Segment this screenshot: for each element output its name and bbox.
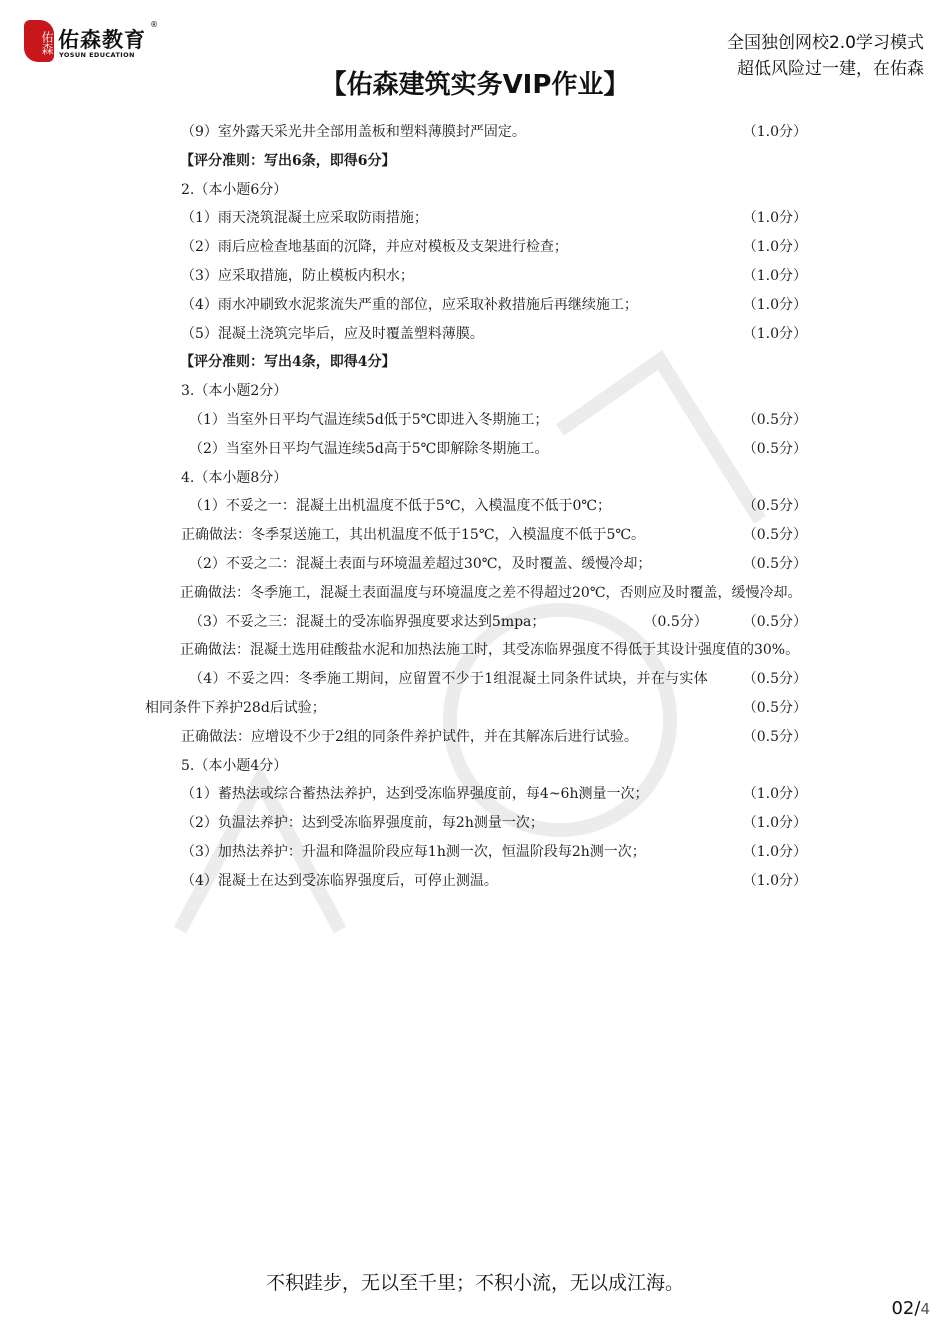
page-current: 02/ xyxy=(891,1298,921,1319)
section-heading: 4.（本小题8分） xyxy=(181,469,288,486)
answer-line: （5）混凝土浇筑完毕后，应及时覆盖塑料薄膜。 （1.0分） xyxy=(181,325,807,342)
section-heading: 3.（本小题2分） xyxy=(181,383,288,400)
answer-line: （9）室外露天采光井全部用盖板和塑料薄膜封严固定。 （1.0分） xyxy=(181,124,807,140)
page-total: 4 xyxy=(920,1300,930,1318)
answer-line: （2）负温法养护：达到受冻临界强度前，每2h测量一次； （1.0分） xyxy=(181,815,807,832)
slogan-line-2: 超低风险过一建，在佑森 xyxy=(737,59,924,79)
brand-logo xyxy=(24,18,164,66)
page-title: 【佑森建筑实务VIP作业】 xyxy=(320,70,630,100)
answer-paragraph: （4）不妥之四：冬季施工期间，应留置不少于1组混凝土同条件试块，并在与实体相同条件下养护28d后试验； （0.5分） xyxy=(145,671,807,716)
answer-line: （2）不妥之二：混凝土表面与环境温差超过30℃，及时覆盖、缓慢冷却； （0.5分） xyxy=(189,555,807,572)
registered-mark: ® xyxy=(150,20,158,29)
answer-line: （1）雨天浇筑混凝土应采取防雨措施； （1.0分） xyxy=(181,210,807,227)
scoring-rule: 【评分准则：写出6条，即得6分】 xyxy=(180,152,396,169)
page-number xyxy=(891,1298,930,1319)
answer-line: （1）不妥之一：混凝土出机温度不低于5℃，入模温度不低于0℃； （0.5分） xyxy=(189,498,807,515)
answer-line: （3）应采取措施，防止模板内积水； （1.0分） xyxy=(181,267,807,284)
answer-line: （4）混凝土在达到受冻临界强度后，可停止测温。 （1.0分） xyxy=(181,872,807,889)
section-heading: 2.（本小题6分） xyxy=(181,181,288,198)
answer-line: （2）雨后应检查地基面的沉降，并应对模板及支架进行检查； （1.0分） xyxy=(181,239,807,256)
logo-subtitle: YOSUN EDUCATION xyxy=(59,51,135,59)
answer-line: 正确做法：应增设不少于2组的同条件养护试件，并在其解冻后进行试验。 （0.5分） xyxy=(181,728,807,745)
answer-line: （2）当室外日平均气温连续5d高于5℃即解除冬期施工。 （0.5分） xyxy=(189,440,807,457)
logo-seal: 佑森 xyxy=(24,20,54,62)
section-heading: 5.（本小题4分） xyxy=(181,757,288,774)
answer-paragraph: 正确做法：混凝土选用硅酸盐水泥和加热法施工时，其受冻临界强度不得低于其设计强度值的30%。 （0.5分） xyxy=(180,642,807,688)
document-body xyxy=(145,118,807,896)
answer-line: （4）雨水冲刷致水泥浆流失严重的部位，应采取补救措施后再继续施工； （1.0分） xyxy=(181,296,807,313)
answer-line: 正确做法：冬季泵送施工，其出机温度不低于15℃，入模温度不低于5℃。 （0.5分） xyxy=(181,527,807,544)
answer-line: （3）不妥之三：混凝土的受冻临界强度要求达到5mpa； （0.5分） xyxy=(189,613,708,630)
answer-line: （1）当室外日平均气温连续5d低于5℃即进入冬期施工； （0.5分） xyxy=(189,411,807,428)
slogan-line-1: 全国独创网校2.0学习模式 xyxy=(726,33,924,53)
answer-line: （1）蓄热法或综合蓄热法养护，达到受冻临界强度前，每4~6h测量一次； （1.0分） xyxy=(181,786,807,803)
footer-quote: 不积跬步，无以至千里；不积小流，无以成江海。 xyxy=(265,1272,684,1294)
answer-line: （3）加热法养护：升温和降温阶段应每1h测一次，恒温阶段每2h测一次； （1.0分） xyxy=(181,843,807,860)
answer-paragraph: 正确做法：冬季施工，混凝土表面温度与环境温度之差不得超过20℃，否则应及时覆盖，缓慢冷却。 （0.5分） xyxy=(180,584,807,630)
logo-name: 佑森教育 xyxy=(58,28,146,52)
scoring-rule: 【评分准则：写出4条，即得4分】 xyxy=(180,354,396,371)
